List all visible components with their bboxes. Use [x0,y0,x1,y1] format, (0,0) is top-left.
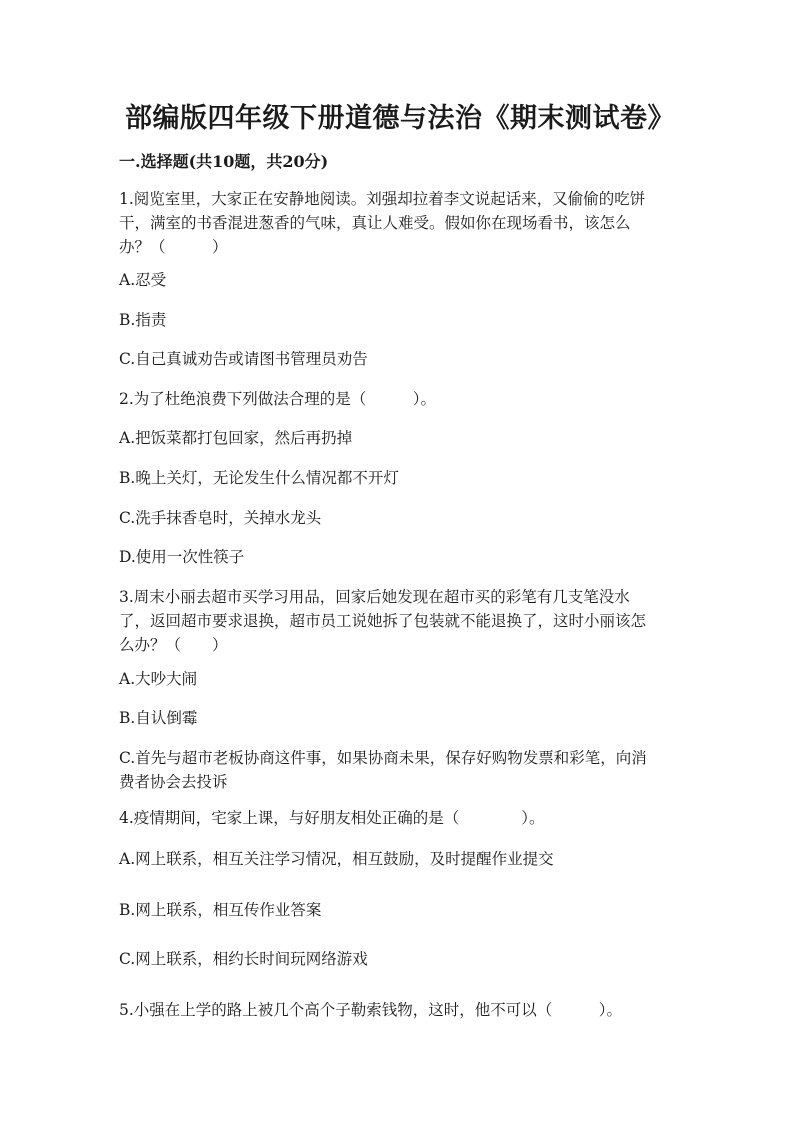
question-2-option-b: B.晚上关灯，无论发生什么情况都不开灯 [119,469,399,487]
question-3-option-a: A.大吵大闹 [119,670,198,688]
question-4-option-b: B.网上联系，相互传作业答案 [119,901,322,919]
question-3-option-c-line-2: 费者协会去投诉 [119,773,228,791]
question-4-text: 4.疫情期间，宅家上课，与好朋友相处正确的是（ ）。 [119,809,545,827]
question-3-option-b: B.自认倒霉 [119,709,198,727]
question-4-option-a: A.网上联系，相互关注学习情况，相互鼓励，及时提醒作业提交 [119,850,554,868]
question-2-option-c: C.洗手抹香皂时，关掉水龙头 [119,509,322,527]
question-3-text-line-2: 了，返回超市要求退换，超市员工说她拆了包装就不能退换了，这时小丽该怎 [119,612,647,630]
section-heading: 一.选择题(共10题，共20分) [119,152,329,171]
question-2-text: 2.为了杜绝浪费下列做法合理的是（ ）。 [119,390,437,408]
question-1-text-line-2: 干，满室的书香混进葱香的气味，真让人难受。假如你在现场看书，该怎么 [119,214,631,232]
question-2-option-d: D.使用一次性筷子 [119,548,245,566]
question-1-option-b: B.指责 [119,311,167,329]
question-1-option-a: A.忍受 [119,271,167,289]
question-1-text-line-1: 1.阅览室里，大家正在安静地阅读。刘强却拉着李文说起话来，又偷偷的吃饼 [119,190,646,208]
question-5-text: 5.小强在上学的路上被几个高个子勒索钱物，这时，他不可以（ ）。 [119,1001,623,1019]
question-2-option-a: A.把饭菜都打包回家，然后再扔掉 [119,429,353,447]
question-3-text-line-3: 么办？（ ） [119,636,228,654]
question-1-option-c: C.自己真诚劝告或请图书管理员劝告 [119,350,368,368]
question-1-text-line-3: 办？（ ） [119,238,228,256]
page-title: 部编版四年级下册道德与法治《期末测试卷》 [125,103,675,134]
question-3-text-line-1: 3.周末小丽去超市买学习用品，回家后她发现在超市买的彩笔有几支笔没水 [119,588,630,606]
question-4-option-c: C.网上联系，相约长时间玩网络游戏 [119,950,368,968]
question-3-option-c-line-1: C.首先与超市老板协商这件事，如果协商未果，保存好购物发票和彩笔，向消 [119,749,647,767]
